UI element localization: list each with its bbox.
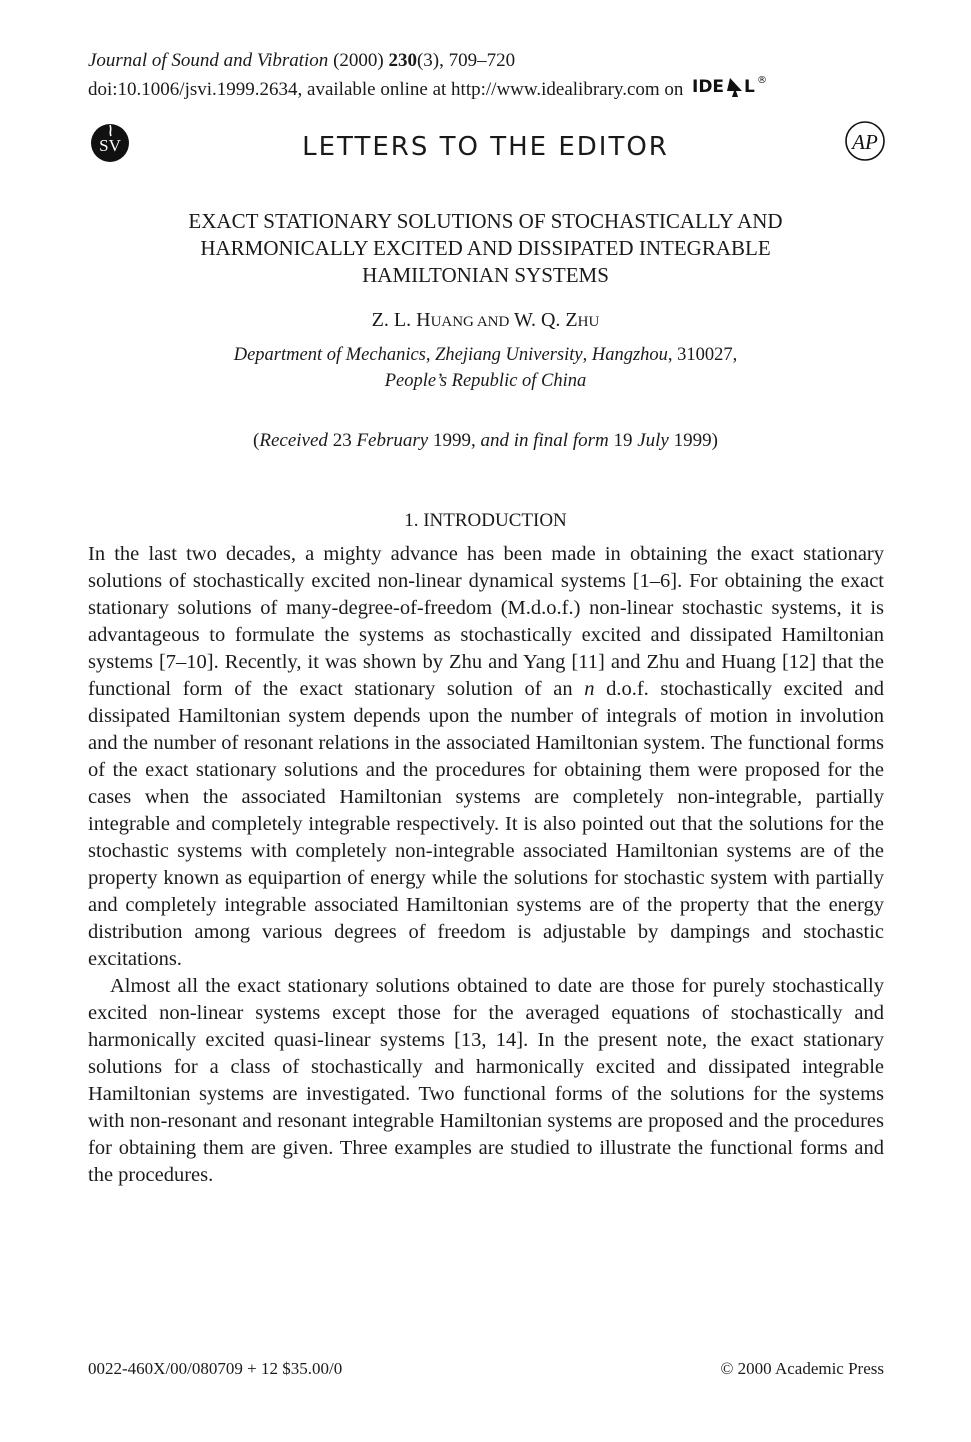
ideal-logo-letters: IDE [692, 77, 725, 97]
affil-dept: Department of Mechanics [233, 345, 426, 365]
copyright-icon: © [720, 1359, 734, 1378]
received-month: February [356, 430, 429, 451]
title-line-3: HAMILTONIAN SYSTEMS [362, 263, 609, 287]
section-heading: 1. INTRODUCTION [404, 510, 567, 531]
affil-city: Hangzhou [591, 345, 668, 365]
received-year: 1999, [428, 430, 481, 451]
ap-publisher-logo [844, 120, 886, 167]
author1-initials: Z. L. H [371, 309, 431, 331]
received-day: 23 [327, 430, 357, 451]
affil-country: People’s Republic of China [384, 371, 587, 391]
journal-volume: 230 [388, 50, 417, 71]
final-label: and in final form [480, 430, 609, 451]
copyright-text: 2000 Academic Press [733, 1359, 884, 1378]
ideal-logo-l: L [744, 77, 755, 97]
final-day: 19 [608, 430, 638, 451]
article-title [110, 208, 861, 289]
affiliation-line-2 [0, 368, 971, 394]
ap-logo-text: AP [852, 130, 878, 154]
author2-rest: HU [577, 314, 600, 330]
final-month: July [637, 430, 669, 451]
affil-post: 310027, [677, 345, 738, 365]
author2-initials: W. Q. Z [509, 309, 578, 331]
ideal-logo-registered: ® [757, 75, 768, 86]
affiliation [0, 342, 971, 394]
paragraph-1 [88, 541, 884, 973]
sv-logo-text: SV [99, 136, 121, 155]
section-banner: LETTERS TO THE EDITOR [302, 132, 669, 162]
affiliation-line-1: Department of Mechanics, Zhejiang University, Hangzhou, 310027, [233, 345, 738, 365]
footer-issn: 0022-460X/00/080709 + 12 $35.00/0 [88, 1359, 343, 1378]
doi-line [88, 74, 770, 106]
final-year: 1999) [668, 430, 718, 451]
ideal-logo-graphic [692, 74, 770, 98]
body-text [88, 541, 884, 1189]
received-label: Received [259, 430, 328, 451]
ap-logo-icon [844, 120, 886, 162]
paragraph-1-part-b: d.o.f. stochastically excited and dissipated Hamiltonian system depends upon the number of integrals of motion in involution and the number of resonant relations in the associated Hamiltonian system. The functional forms of the exact stationary solutions and the procedures for obtaining them were proposed for the cases when the associated Hamiltonian systems are completely non-integrable, partially integrable and completely integrable respectively. It is also pointed out that the solutions for the stochastic systems with completely non-integrable associated Hamiltonian systems are of the property known as equipartion of energy while the solutions for stochastic system with partially and completely integrable associated Hamiltonian systems are of the property that the energy distribution among various degrees of freedom is adjustable by dampings and stochastic excitations. [88, 678, 884, 970]
received-open: ( [253, 430, 260, 451]
received-dates [0, 430, 971, 452]
paragraph-1-n: n [584, 678, 595, 700]
journal-issue-pages: (3), 709–720 [416, 50, 516, 71]
affil-univ: Zhejiang University [435, 345, 583, 365]
title-line-1: EXACT STATIONARY SOLUTIONS OF STOCHASTICALLY AND [188, 209, 783, 233]
journal-name: Journal of Sound and Vibration [88, 50, 329, 71]
paragraph-2: Almost all the exact stationary solutions obtained to date are those for purely stochastically excited non-linear systems except those for the averaged equations of stochastically and harmonically excited quasi-linear systems [13, 14]. In the present note, the exact stationary solutions for a class of stochastically and harmonically excited and dissipated integrable Hamiltonian systems are investigated. Two functional forms of the solutions for the systems with non-resonant and resonant integrable Hamiltonian systems are proposed and the procedures for obtaining them are given. Three examples are studied to illustrate the functional forms and the procedures. [88, 975, 884, 1186]
title-line-2: HARMONICALLY EXCITED AND DISSIPATED INTEGRABLE [200, 236, 771, 260]
ideal-logo [692, 74, 770, 106]
journal-header [88, 48, 770, 106]
author1-rest: UANG AND [430, 314, 510, 330]
ideal-logo-arrow-icon [727, 78, 742, 97]
citation-line [88, 48, 770, 74]
paragraph-1-part-a: In the last two decades, a mighty advance has been made in obtaining the exact stationary solutions of stochastically excited non-linear dynamical systems [1–6]. For obtaining the exact stationary solutions of many-degree-of-freedom (M.d.o.f.) non-linear stochastic systems, it is advantageous to formulate the systems as stochastically excited and dissipated Hamiltonian systems [7–10]. Recently, it was shown by Zhu and Yang [11] and Zhu and Huang [12] that the functional form of the exact stationary solution of an [88, 543, 884, 700]
doi-text: doi:10.1006/jsvi.1999.2634, available online at http://www.idealibrary.com on [88, 79, 684, 100]
journal-year: (2000) [333, 50, 384, 71]
authors [0, 309, 971, 332]
footer-copyright [720, 1359, 884, 1379]
